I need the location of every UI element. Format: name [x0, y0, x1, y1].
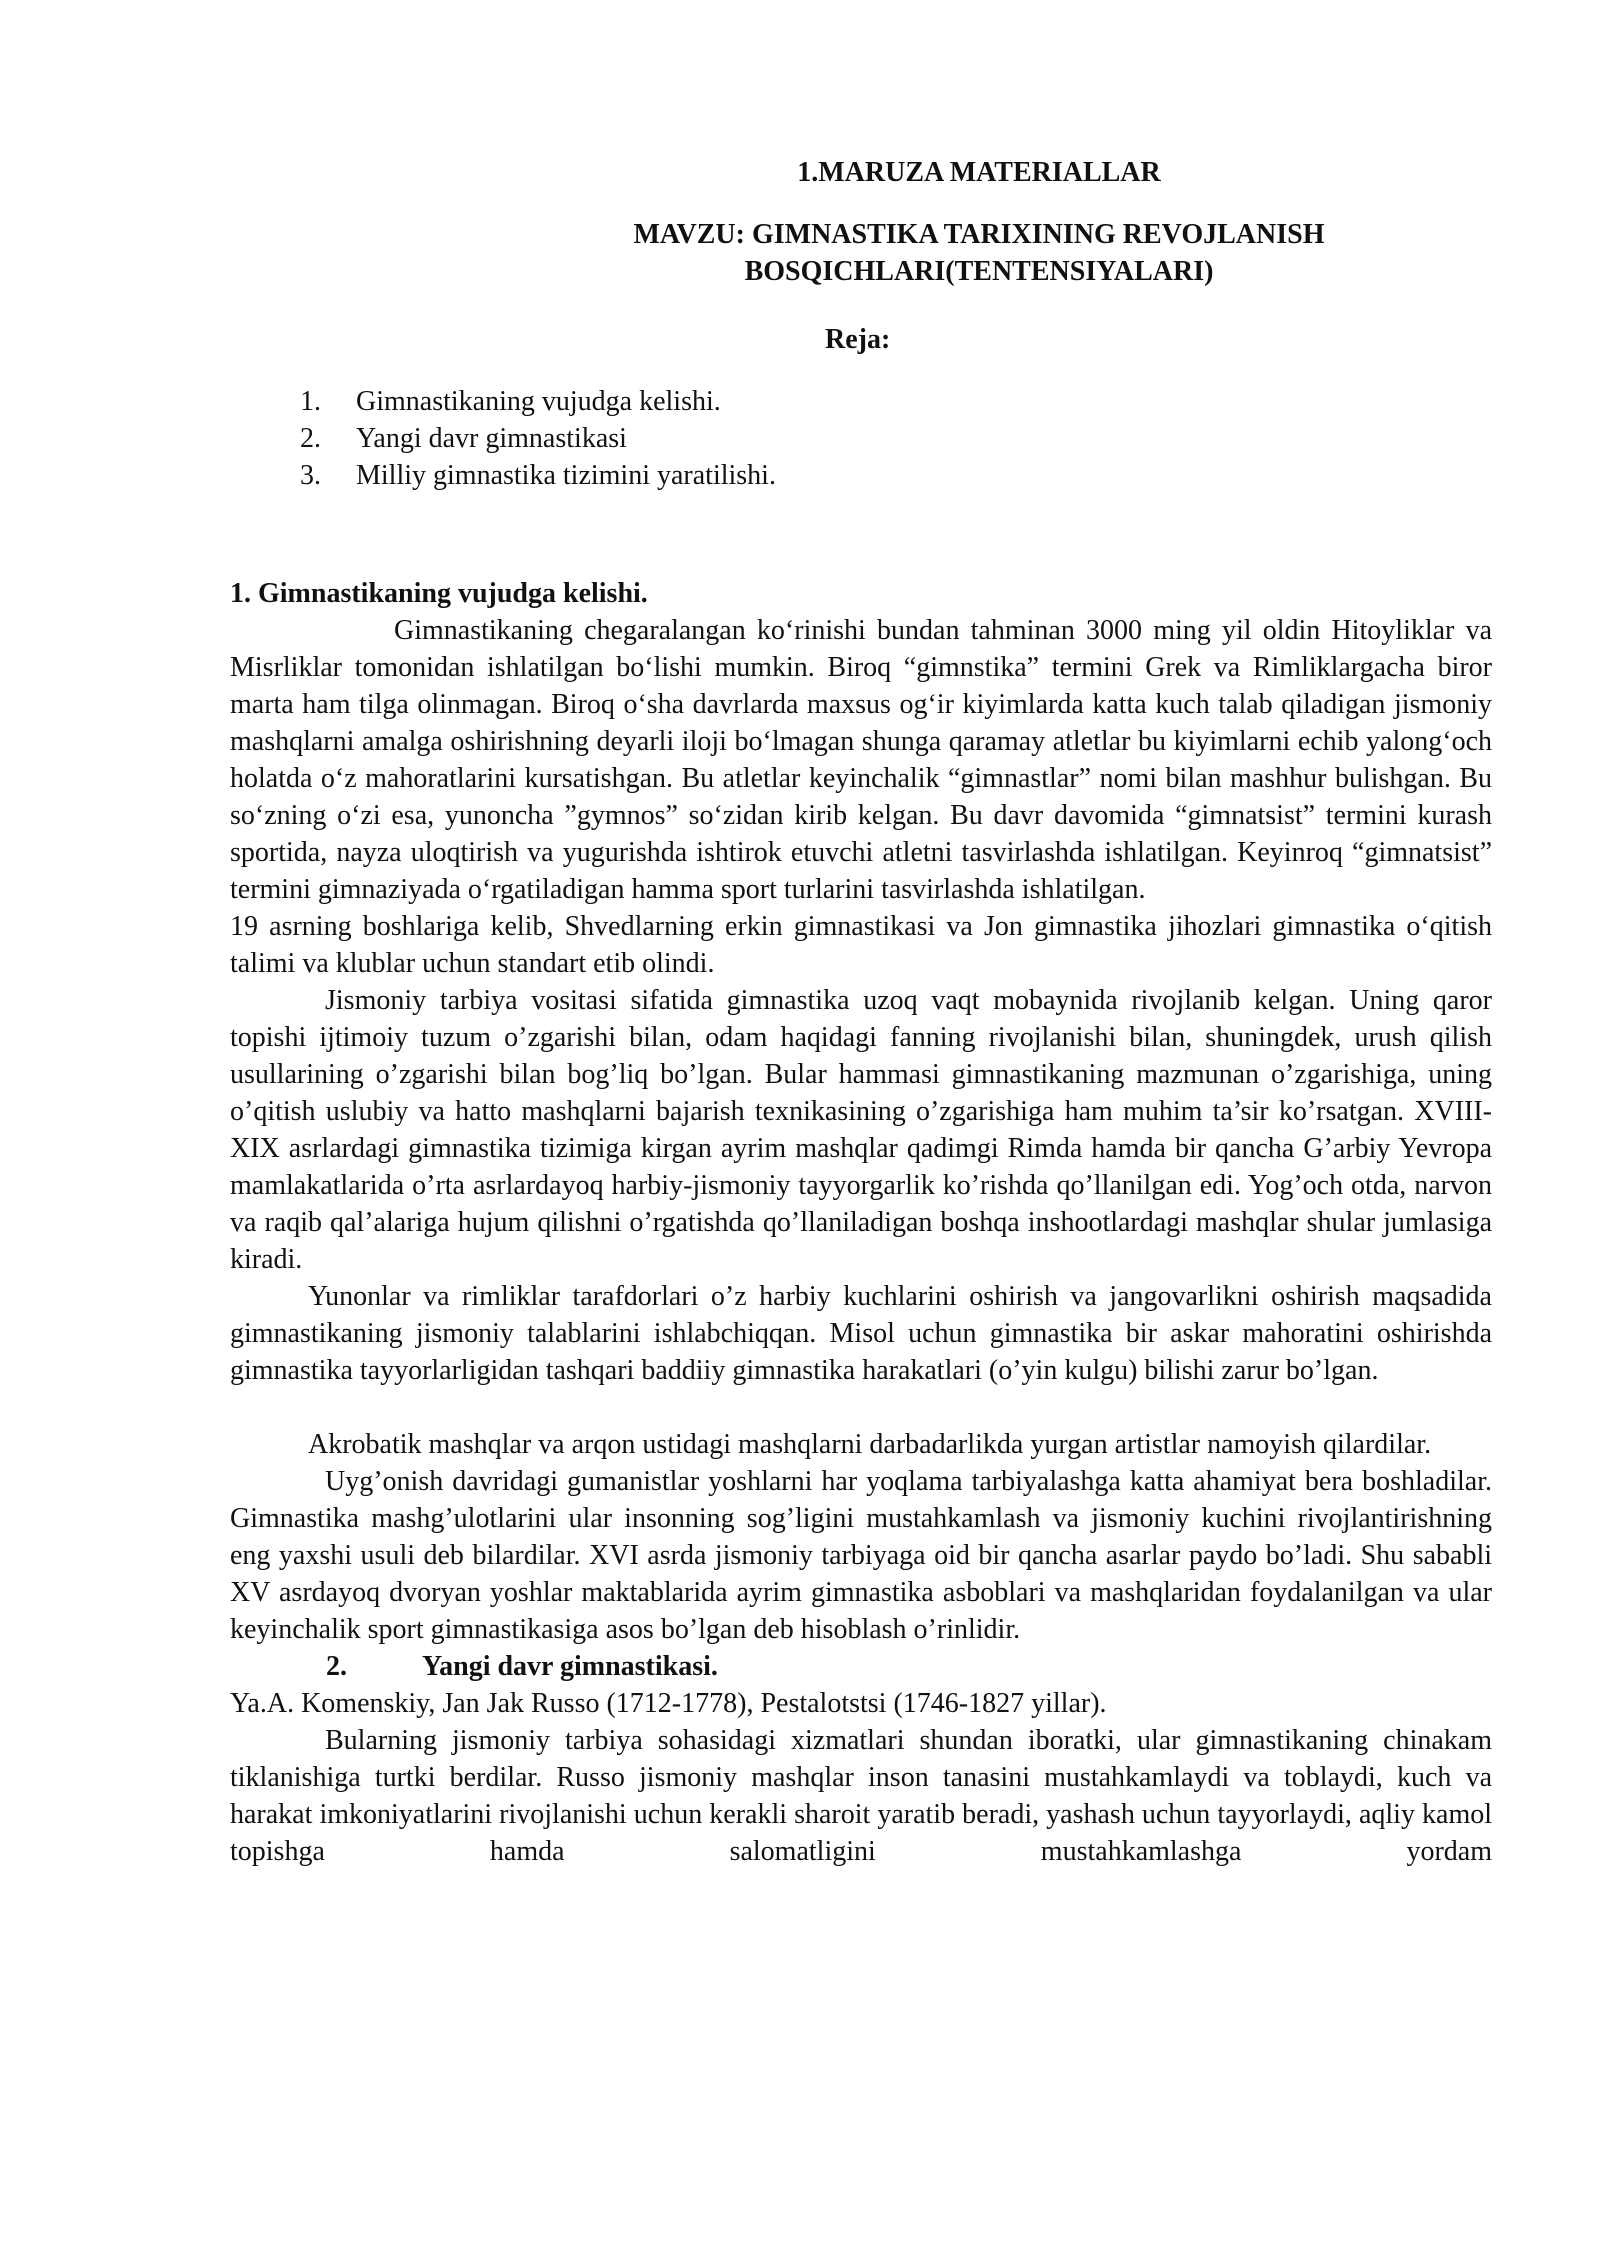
- paragraph: Bularning jismoniy tarbiya sohasidagi xizmatlari shundan iboratki, ular gimnastikaning chinakam tiklanishiga turtki berdilar. Russo jismoniy mashqlar inson tanasini mustahkamlaydi va toblaydi, kuch va harakat imkoniyatlarini rivojlanishi uchun kerakli sharoit yaratib beradi, yashash uchun tayyorlaydi, aqliy kamol topishga hamda salomatligini mustahkamlashga yordam: [230, 1725, 1492, 1867]
- plan-list: [300, 383, 776, 494]
- plan-item-number: 1.: [300, 386, 321, 417]
- paragraph: Jismoniy tarbiya vositasi sifatida gimnastika uzoq vaqt mobaynida rivojlanib kelgan. Uning qaror topishi ijtimoiy tuzum o’zgarishi bilan, odam haqidagi fanning rivojlanishi bilan, shuningdek, urush qilish usullarining o’zgarishi bilan bog’liq bo’lgan. Bular hammasi gimnastikaning mazmunan o’zgarishiga, uning o’qitish uslubiy va hatto mashqlarni bajarish texnikasining o’zgarishiga ham muhim ta’sir ko’rsatgan. XVIII-XIX asrlardagi gimnastika tizimiga kirgan ayrim mashqlar qadimgi Rimda hamda bir qancha G’arbiy Yevropa mamlakatlarida o’rta asrlardayoq harbiy-jismoniy tayyorgarlik ko’rishda qo’llanilgan edi. Yog’och otda, narvon va raqib qal’alariga hujum qilishni o’rgatishda qo’llaniladigan boshqa inshootlardagi mashqlar shular jumlasiga kiradi.: [230, 985, 1492, 1275]
- paragraph: 19 asrning boshlariga kelib, Shvedlarning erkin gimnastikasi va Jon gimnastika jihozlari gimnastika o‘qitish talimi va klublar uchun standart etib olindi.: [230, 911, 1492, 979]
- section-1-heading: 1. Gimnastikaning vujudga kelishi.: [230, 578, 648, 609]
- section-2-heading: [230, 1648, 1492, 1685]
- plan-item-text: Yangi davr gimnastikasi: [356, 423, 627, 454]
- plan-item: [300, 420, 776, 457]
- paragraph: Ya.A. Komenskiy, Jan Jak Russo (1712-1778), Pestalotstsi (1746-1827 yillar).: [230, 1688, 1107, 1719]
- paragraph: Uyg’onish davridagi gumanistlar yoshlarni har yoqlama tarbiyalashga katta ahamiyat bera boshladilar. Gimnastika mashg’ulotlarini ular insonning sog’ligini mustahkamlash va jismoniy kuchini rivojlantirishning eng yaxshi usuli deb bilardilar. XVI asrda jismoniy tarbiyaga oid bir qancha asarlar paydo bo’ladi. Shu sababli XV asrdayoq dvoryan yoshlar maktablarida ayrim gimnastika asboblari va mashqlaridan foydalanilgan va ular keyinchalik sport gimnastikasiga asos bo’lgan deb hisoblash o’rinlidir.: [230, 1466, 1492, 1645]
- plan-item-number: 3.: [300, 460, 321, 491]
- document-body: [230, 575, 1492, 1870]
- section-2-number: 2.: [326, 1651, 347, 1682]
- plan-item-number: 2.: [300, 423, 321, 454]
- plan-item: [300, 383, 776, 420]
- paragraph: Akrobatik mashqlar va arqon ustidagi mashqlarni darbadarlikda yurgan artistlar namoyish qilardilar.: [308, 1429, 1432, 1460]
- plan-label: Reja:: [825, 324, 891, 355]
- paragraph-spacer: [230, 1389, 1492, 1426]
- paragraph: Yunonlar va rimliklar tarafdorlari o’z harbiy kuchlarini oshirish va jangovarlikni oshirish maqsadida gimnastikaning jismoniy talablarini ishlabchiqqan. Misol uchun gimnastika bir askar mahoratini oshirishda gimnastika tayyorlarligidan tashqari baddiiy gimnastika harakatlari (o’yin kulgu) bilishi zarur bo’lgan.: [230, 1281, 1492, 1386]
- plan-item-text: Milliy gimnastika tizimini yaratilishi.: [356, 460, 776, 491]
- section-2-title: Yangi davr gimnastikasi.: [422, 1651, 718, 1682]
- topic-heading: MAVZU: GIMNASTIKA TARIXINING REVOJLANISH BOSQICHLARI(TENTENSIYALARI): [633, 219, 1325, 287]
- plan-item-text: Gimnastikaning vujudga kelishi.: [356, 386, 721, 417]
- plan-item: [300, 457, 776, 494]
- document-title: 1.MARUZA MATERIALLAR: [797, 157, 1161, 188]
- paragraph: Gimnastikaning chegaralangan ko‘rinishi bundan tahminan 3000 ming yil oldin Hitoyliklar va Misrliklar tomonidan ishlatilgan bo‘lishi mumkin. Biroq “gimnstika” termini Grek va Rimliklargacha biror marta ham tilga olinmagan. Biroq o‘sha davrlarda maxsus og‘ir kiyimlarda katta kuch talab qiladigan jismoniy mashqlarni amalga oshirishning deyarli iloji bo‘lmagan shunga qaramay atletlar bu kiyimlarni echib yalong‘och holatda o‘z mahoratlarini kursatishgan. Bu atletlar keyinchalik “gimnastlar” nomi bilan mashhur bulishgan. Bu so‘zning o‘zi esa, yunoncha ”gymnos” so‘zidan kirib kelgan. Bu davr davomida “gimnatsist” termini kurash sportida, nayza uloqtirish va yugurishda ishtirok etuvchi atletni tasvirlashda ishlatilgan. Keyinroq “gimnatsist” termini gimnaziyada o‘rgatiladigan hamma sport turlarini tasvirlashda ishlatilgan.: [230, 615, 1492, 905]
